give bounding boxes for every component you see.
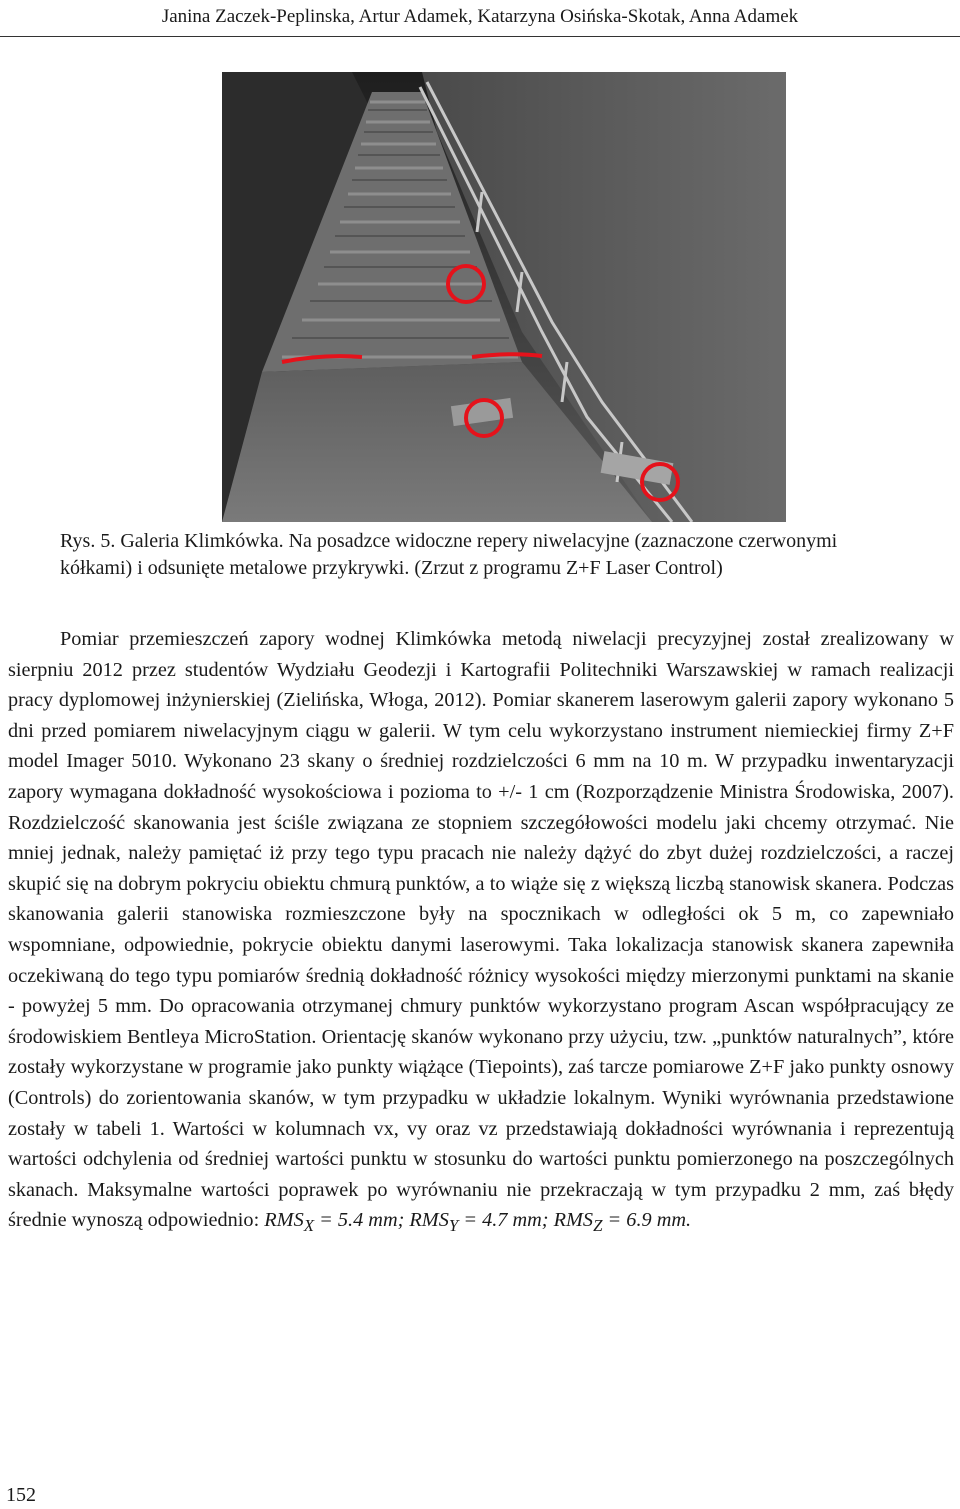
header-authors: Janina Zaczek-Peplinska, Artur Adamek, Katarzyna Osińska-Skotak, Anna Adamek [161,6,799,27]
caption-line: Rys. 5. Galeria Klimkówka. Na posadzce widoczne repery niwelacyjne (zaznaczone czerwonymi [60,530,838,552]
body-paragraph [8,624,954,1242]
running-header [0,0,960,37]
page-number: 152 [6,1484,36,1506]
caption-line: kółkami) i odsunięte metalowe przykrywki. (Zrzut z programu Z+F Laser Control) [60,557,723,579]
paragraph-text: Pomiar przemieszczeń zapory wodnej Klimkówka metodą niwelacji precyzyjnej został zrealizowany w sierpniu 2012 przez studentów Wydziału Geodezji i Kartografii Politechniki Warszawskiej w ramach realizacji pracy dyplomowej inżynierskiej (Zielińska, Włoga, 2012). Pomiar skanerem laserowym galerii zapory wykonano 5 dni przed pomiarem niwelacyjnym ciągu w galerii. W tym celu wykorzystano instrument niemieckiej firmy Z+F model Imager 5010. Wykonano 23 skany o średniej rozdzielczości 6 mm na 10 m. W przypadku inwentaryzacji zapory wymagana dokładność wysokościowa i pozioma to +/- 1 cm (Rozporządzenie Ministra Środowiska, 2007). Rozdzielczość skanowania jest ściśle związana ze stopniem szczegółowości modelu jaki chcemy otrzymać. Nie mniej jednak, należy pamiętać iż przy tego typu pracach nie należy dążyć do zbyt dużej rozdzielczości, a raczej skupić się na dobrym pokryciu obiektu chmurą punktów, a to wiąże się z większą liczbą stanowisk skanera. Podczas skanowania galerii stanowiska rozmieszczone były na spocznikach w odległości ok 5 m, co zapewniało wspomniane, odpowiednie, pokrycie obiektu danymi laserowymi. Taka lokalizacja stanowisk skanera zapewniła oczekiwaną do tego typu pomiarów średnią dokładność różnicy wysokości między mierzonymi punktami na skanie - powyżej 5 mm. Do opracowania otrzymanej chmury punktów wykorzystano program Ascan współpracujący ze środowiskiem Bentleya MicroStation. Orientację skanów wykonano przy użyciu, tzw. „punktów naturalnych”, które zostały wykorzystane w programie jako punkty wiążące (Tiepoints), zaś tarcze pomiarowe Z+F jako punkty osnowy (Controls) do zorientowania skanów, w tym przypadku w układzie lokalnym. Wyniki wyrównania przedstawione zostały w tabeli 1. Wartości w kolumnach vx, vy oraz vz przedstawiają dokładności wyrównania i reprezentują wartości odchylenia od średniej wartości punktu w stosunku do wartości punktu pomierzonego na poszczególnych skanach. Maksymalne wartości poprawek po wyrównaniu nie przekraczają w tym przypadku 2 mm, zaś błędy średnie wynoszą odpowiednio: [8,628,954,1232]
rms-values: $RMS_X = 5.4$ mm; $RMS_Y = 4.7$ mm; $RMS_Z = 6.9$ mm. [264,1209,692,1236]
figure-caption [60,528,900,582]
scan-image [222,72,786,522]
gallery-scan-figure [222,72,786,522]
